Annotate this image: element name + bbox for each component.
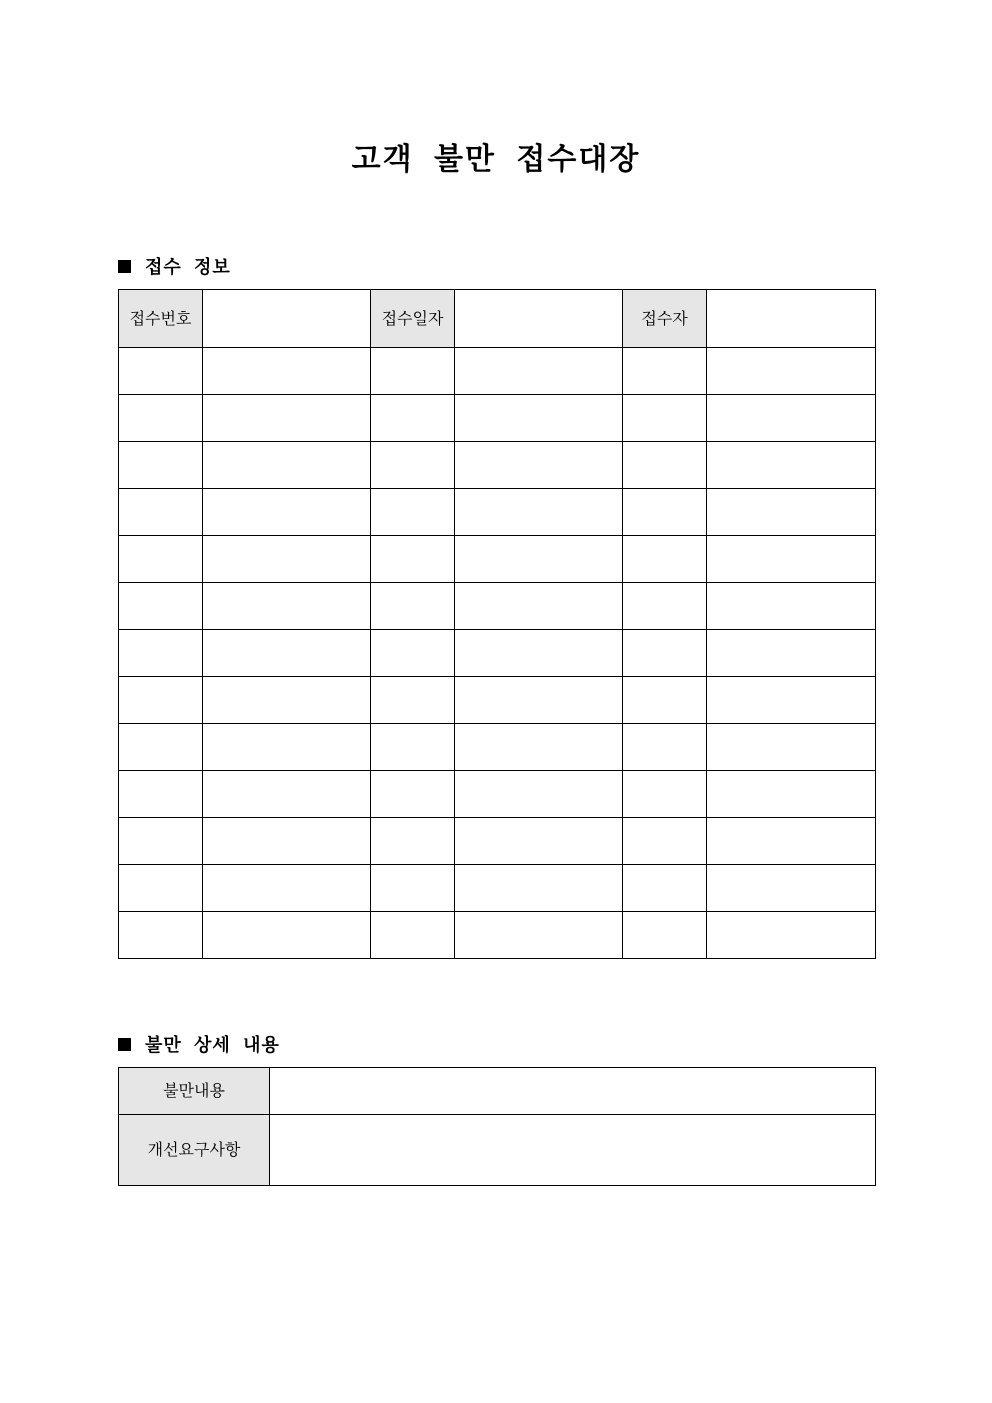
receipt-number-label: 접수번호 bbox=[119, 290, 203, 348]
table-cell[interactable] bbox=[119, 771, 203, 818]
table-cell[interactable] bbox=[371, 818, 455, 865]
table-row bbox=[119, 912, 876, 959]
table-cell[interactable] bbox=[371, 630, 455, 677]
table-cell[interactable] bbox=[203, 912, 371, 959]
table-cell[interactable] bbox=[707, 912, 876, 959]
table-cell[interactable] bbox=[707, 395, 876, 442]
table-row bbox=[119, 395, 876, 442]
table-cell[interactable] bbox=[203, 442, 371, 489]
receipt-number-field[interactable] bbox=[203, 290, 371, 348]
table-row bbox=[119, 771, 876, 818]
receiver-field[interactable] bbox=[707, 290, 876, 348]
table-cell[interactable] bbox=[455, 442, 623, 489]
table-cell[interactable] bbox=[707, 677, 876, 724]
table-cell[interactable] bbox=[623, 583, 707, 630]
receiver-label: 접수자 bbox=[623, 290, 707, 348]
table-row bbox=[119, 630, 876, 677]
table-cell[interactable] bbox=[455, 677, 623, 724]
table-row bbox=[119, 677, 876, 724]
table-cell[interactable] bbox=[455, 583, 623, 630]
table-cell[interactable] bbox=[119, 818, 203, 865]
table-cell[interactable] bbox=[203, 583, 371, 630]
receipt-date-field[interactable] bbox=[455, 290, 623, 348]
table-cell[interactable] bbox=[203, 489, 371, 536]
table-cell[interactable] bbox=[707, 442, 876, 489]
table-cell[interactable] bbox=[119, 395, 203, 442]
table-cell[interactable] bbox=[455, 818, 623, 865]
table-cell[interactable] bbox=[371, 583, 455, 630]
table-cell[interactable] bbox=[707, 724, 876, 771]
table-cell[interactable] bbox=[371, 771, 455, 818]
table-cell[interactable] bbox=[623, 442, 707, 489]
table-cell[interactable] bbox=[623, 395, 707, 442]
table-cell[interactable] bbox=[707, 818, 876, 865]
complaint-detail-table bbox=[118, 1067, 876, 1186]
table-cell[interactable] bbox=[623, 348, 707, 395]
table-cell[interactable] bbox=[455, 771, 623, 818]
table-cell[interactable] bbox=[371, 489, 455, 536]
table-row bbox=[119, 724, 876, 771]
table-cell[interactable] bbox=[707, 348, 876, 395]
table-cell[interactable] bbox=[623, 536, 707, 583]
table-cell[interactable] bbox=[455, 724, 623, 771]
table-header-row bbox=[119, 290, 876, 348]
table-cell[interactable] bbox=[119, 865, 203, 912]
table-cell[interactable] bbox=[455, 536, 623, 583]
table-row bbox=[119, 442, 876, 489]
table-cell[interactable] bbox=[707, 583, 876, 630]
reception-section-title: 접수 정보 bbox=[145, 257, 231, 278]
complaint-content-field[interactable] bbox=[270, 1068, 876, 1115]
table-cell[interactable] bbox=[203, 630, 371, 677]
table-cell[interactable] bbox=[119, 912, 203, 959]
table-cell[interactable] bbox=[623, 630, 707, 677]
reception-section-heading bbox=[118, 253, 231, 279]
table-cell[interactable] bbox=[119, 630, 203, 677]
table-cell[interactable] bbox=[623, 724, 707, 771]
table-cell[interactable] bbox=[203, 818, 371, 865]
receipt-date-label: 접수일자 bbox=[371, 290, 455, 348]
table-cell[interactable] bbox=[371, 677, 455, 724]
table-cell[interactable] bbox=[455, 489, 623, 536]
table-cell[interactable] bbox=[707, 771, 876, 818]
table-cell[interactable] bbox=[623, 489, 707, 536]
table-cell[interactable] bbox=[371, 865, 455, 912]
table-cell[interactable] bbox=[203, 395, 371, 442]
improvement-request-field[interactable] bbox=[270, 1115, 876, 1186]
table-cell[interactable] bbox=[371, 348, 455, 395]
table-row bbox=[119, 583, 876, 630]
table-cell[interactable] bbox=[119, 536, 203, 583]
improvement-row bbox=[119, 1115, 876, 1186]
table-cell[interactable] bbox=[119, 489, 203, 536]
page-title: 고객 불만 접수대장 bbox=[351, 142, 641, 177]
table-cell[interactable] bbox=[203, 724, 371, 771]
square-bullet-icon bbox=[118, 1038, 131, 1051]
table-cell[interactable] bbox=[119, 442, 203, 489]
table-cell[interactable] bbox=[707, 630, 876, 677]
table-cell[interactable] bbox=[623, 865, 707, 912]
table-cell[interactable] bbox=[371, 395, 455, 442]
table-cell[interactable] bbox=[455, 348, 623, 395]
table-row bbox=[119, 865, 876, 912]
table-cell[interactable] bbox=[455, 865, 623, 912]
table-row bbox=[119, 818, 876, 865]
table-cell[interactable] bbox=[203, 677, 371, 724]
table-row bbox=[119, 489, 876, 536]
improvement-request-label: 개선요구사항 bbox=[119, 1115, 270, 1186]
table-cell[interactable] bbox=[371, 724, 455, 771]
table-cell[interactable] bbox=[455, 395, 623, 442]
square-bullet-icon bbox=[118, 260, 131, 273]
complaint-content-label: 불만내용 bbox=[119, 1068, 270, 1115]
table-cell[interactable] bbox=[707, 865, 876, 912]
table-cell[interactable] bbox=[119, 724, 203, 771]
table-cell[interactable] bbox=[623, 912, 707, 959]
table-cell[interactable] bbox=[623, 818, 707, 865]
table-cell[interactable] bbox=[707, 489, 876, 536]
detail-section-heading bbox=[118, 1031, 280, 1057]
table-cell[interactable] bbox=[203, 865, 371, 912]
table-cell[interactable] bbox=[623, 677, 707, 724]
table-cell[interactable] bbox=[119, 583, 203, 630]
table-cell[interactable] bbox=[371, 912, 455, 959]
table-cell[interactable] bbox=[371, 442, 455, 489]
table-cell[interactable] bbox=[203, 771, 371, 818]
table-row bbox=[119, 348, 876, 395]
table-cell[interactable] bbox=[119, 677, 203, 724]
table-cell[interactable] bbox=[455, 912, 623, 959]
table-cell[interactable] bbox=[707, 536, 876, 583]
table-cell[interactable] bbox=[455, 630, 623, 677]
detail-section-title: 불만 상세 내용 bbox=[145, 1035, 280, 1056]
complaint-row bbox=[119, 1068, 876, 1115]
table-row bbox=[119, 536, 876, 583]
reception-info-table bbox=[118, 289, 876, 959]
table-cell[interactable] bbox=[203, 348, 371, 395]
table-cell[interactable] bbox=[623, 771, 707, 818]
table-cell[interactable] bbox=[203, 536, 371, 583]
table-cell[interactable] bbox=[371, 536, 455, 583]
table-cell[interactable] bbox=[119, 348, 203, 395]
